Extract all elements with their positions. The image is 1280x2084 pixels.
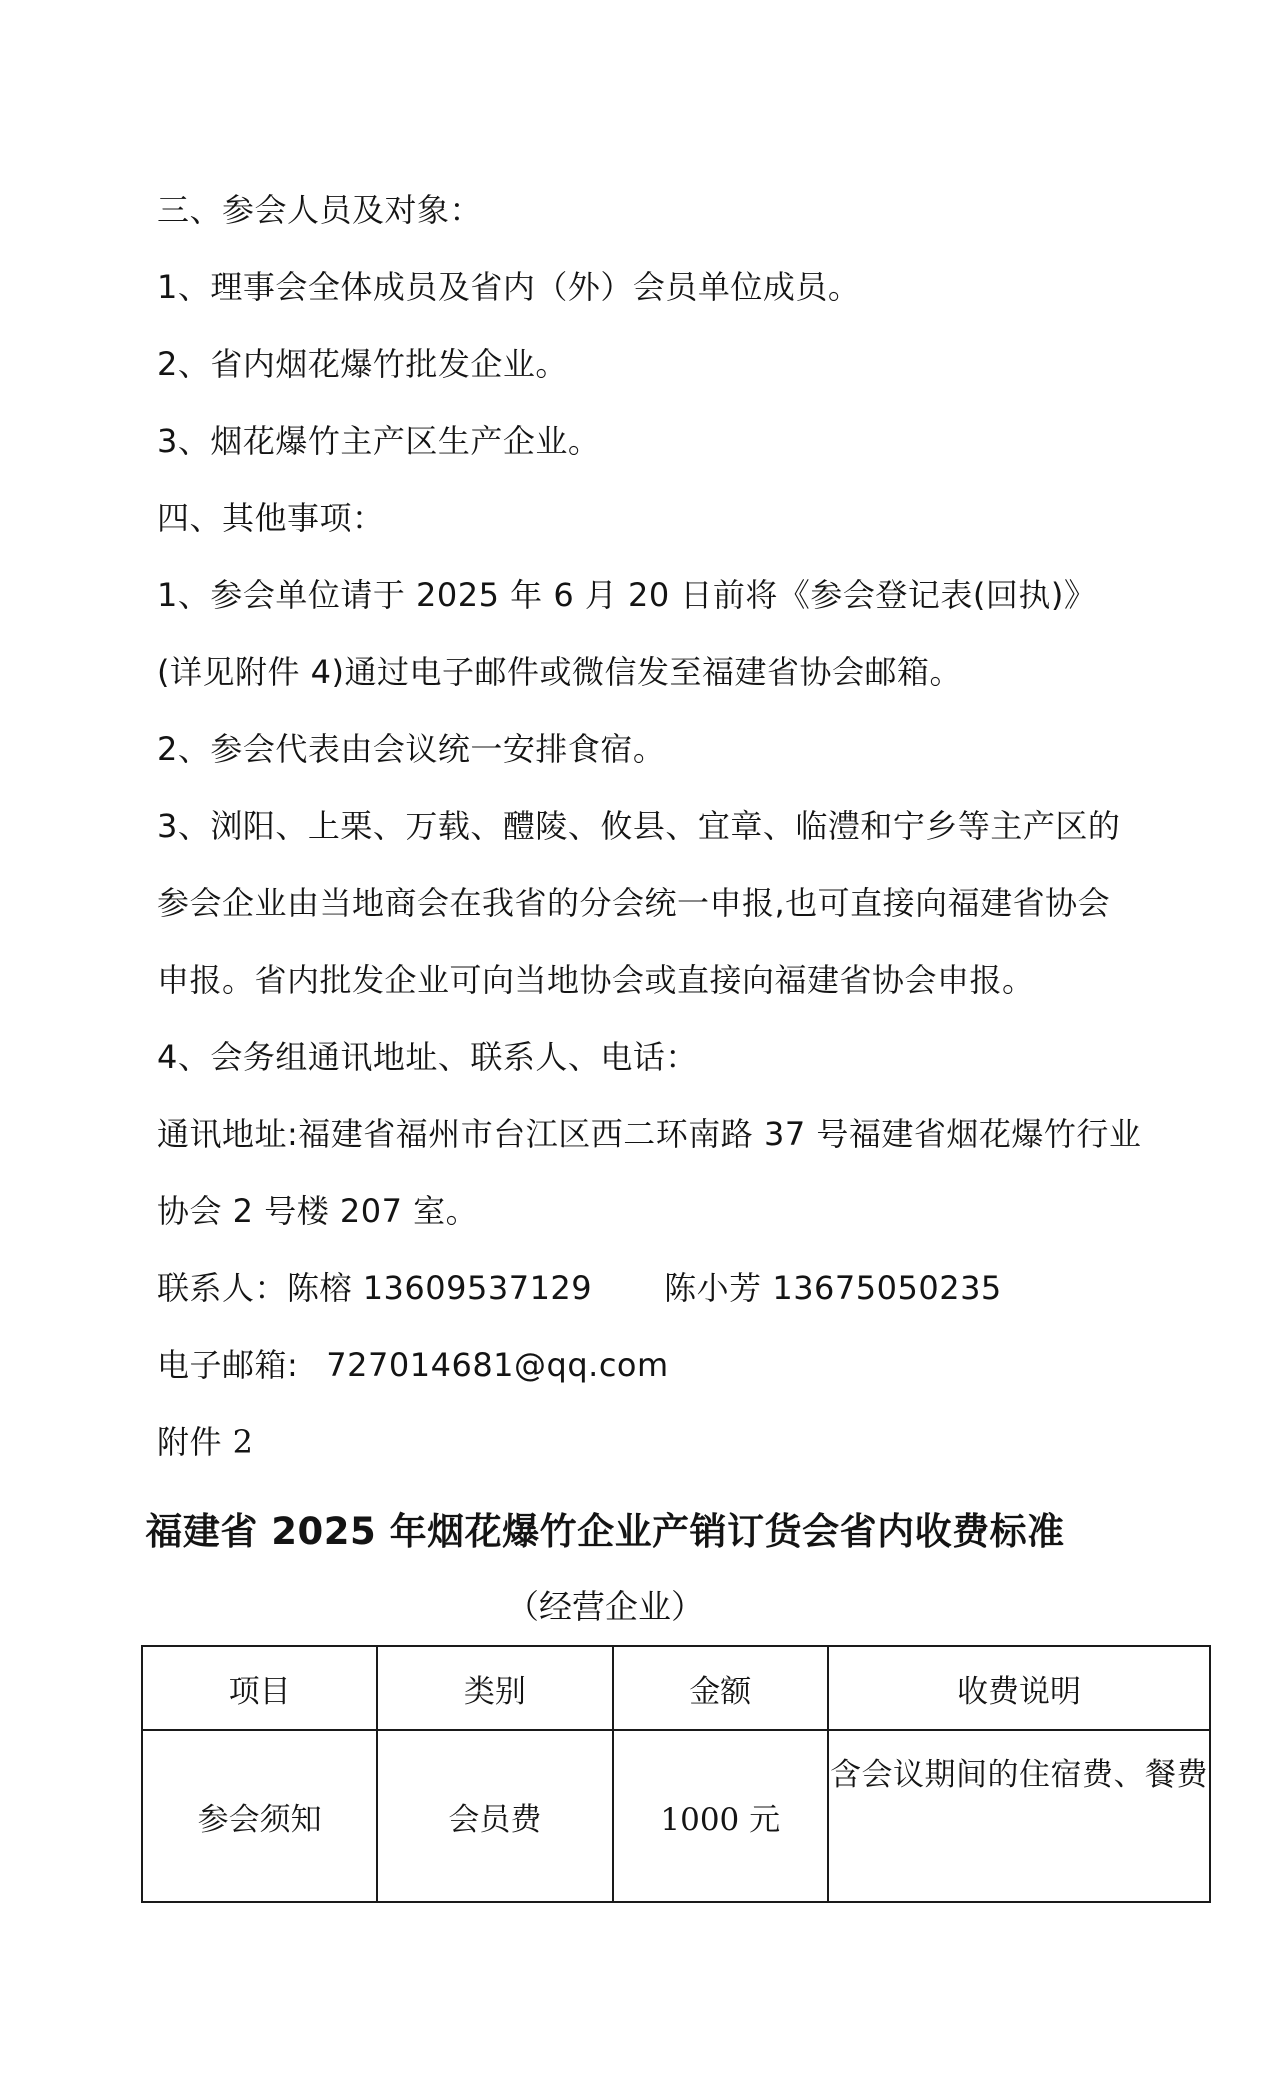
cell-fee-notes: 含会议期间的住宿费、餐费 <box>828 1730 1210 1902</box>
email-line <box>157 1345 669 1385</box>
section-3-item-3: 3、烟花爆竹主产区生产企业。 <box>157 422 601 460</box>
cell-amount: 1000 元 <box>613 1730 829 1902</box>
attachment-label: 附件 2 <box>157 1423 254 1461</box>
contact-person-1: 陈榕 13609537129 <box>287 1269 593 1307</box>
section-4-line-5: 参会企业由当地商会在我省的分会统一申报,也可直接向福建省协会 <box>157 884 1111 922</box>
header-category: 类别 <box>377 1646 612 1730</box>
section-3-item-1: 1、理事会全体成员及省内（外）会员单位成员。 <box>157 268 861 306</box>
cell-item: 参会须知 <box>142 1730 377 1902</box>
section-4-line-9: 协会 2 号楼 207 室。 <box>157 1192 479 1230</box>
section-3-item-2: 2、省内烟花爆竹批发企业。 <box>157 345 568 383</box>
section-4-line-8: 通讯地址:福建省福州市台江区西二环南路 37 号福建省烟花爆竹行业 <box>157 1115 1142 1153</box>
section-4-line-7: 4、会务组通讯地址、联系人、电话： <box>157 1038 698 1076</box>
fee-standard-subtitle: （经营企业） <box>506 1587 704 1626</box>
contact-line <box>157 1268 1002 1308</box>
section-3-heading: 三、参会人员及对象： <box>157 191 483 229</box>
fee-table <box>141 1645 1211 1903</box>
header-fee-notes: 收费说明 <box>828 1646 1210 1730</box>
section-4-line-1: 1、参会单位请于 2025 年 6 月 20 日前将《参会登记表(回执)》 <box>157 576 1097 614</box>
header-item: 项目 <box>142 1646 377 1730</box>
section-4-line-4: 3、浏阳、上栗、万载、醴陵、攸县、宜章、临澧和宁乡等主产区的 <box>157 807 1121 845</box>
section-4-line-3: 2、参会代表由会议统一安排食宿。 <box>157 730 666 768</box>
cell-category: 会员费 <box>377 1730 612 1902</box>
fee-standard-title: 福建省 2025 年烟花爆竹企业产销订货会省内收费标准 <box>145 1510 1065 1553</box>
email-label: 电子邮箱: <box>157 1346 299 1384</box>
section-4-line-6: 申报。省内批发企业可向当地协会或直接向福建省协会申报。 <box>157 961 1035 999</box>
email-address: 727014681@qq.com <box>326 1346 669 1384</box>
header-amount: 金额 <box>613 1646 829 1730</box>
contact-label: 联系人： <box>157 1269 288 1307</box>
contact-person-2: 陈小芳 13675050235 <box>664 1269 1002 1307</box>
fee-table-header-row <box>142 1646 1210 1730</box>
section-4-heading: 四、其他事项： <box>157 499 385 537</box>
table-row <box>142 1730 1210 1902</box>
section-4-line-2: (详见附件 4)通过电子邮件或微信发至福建省协会邮箱。 <box>157 653 963 691</box>
